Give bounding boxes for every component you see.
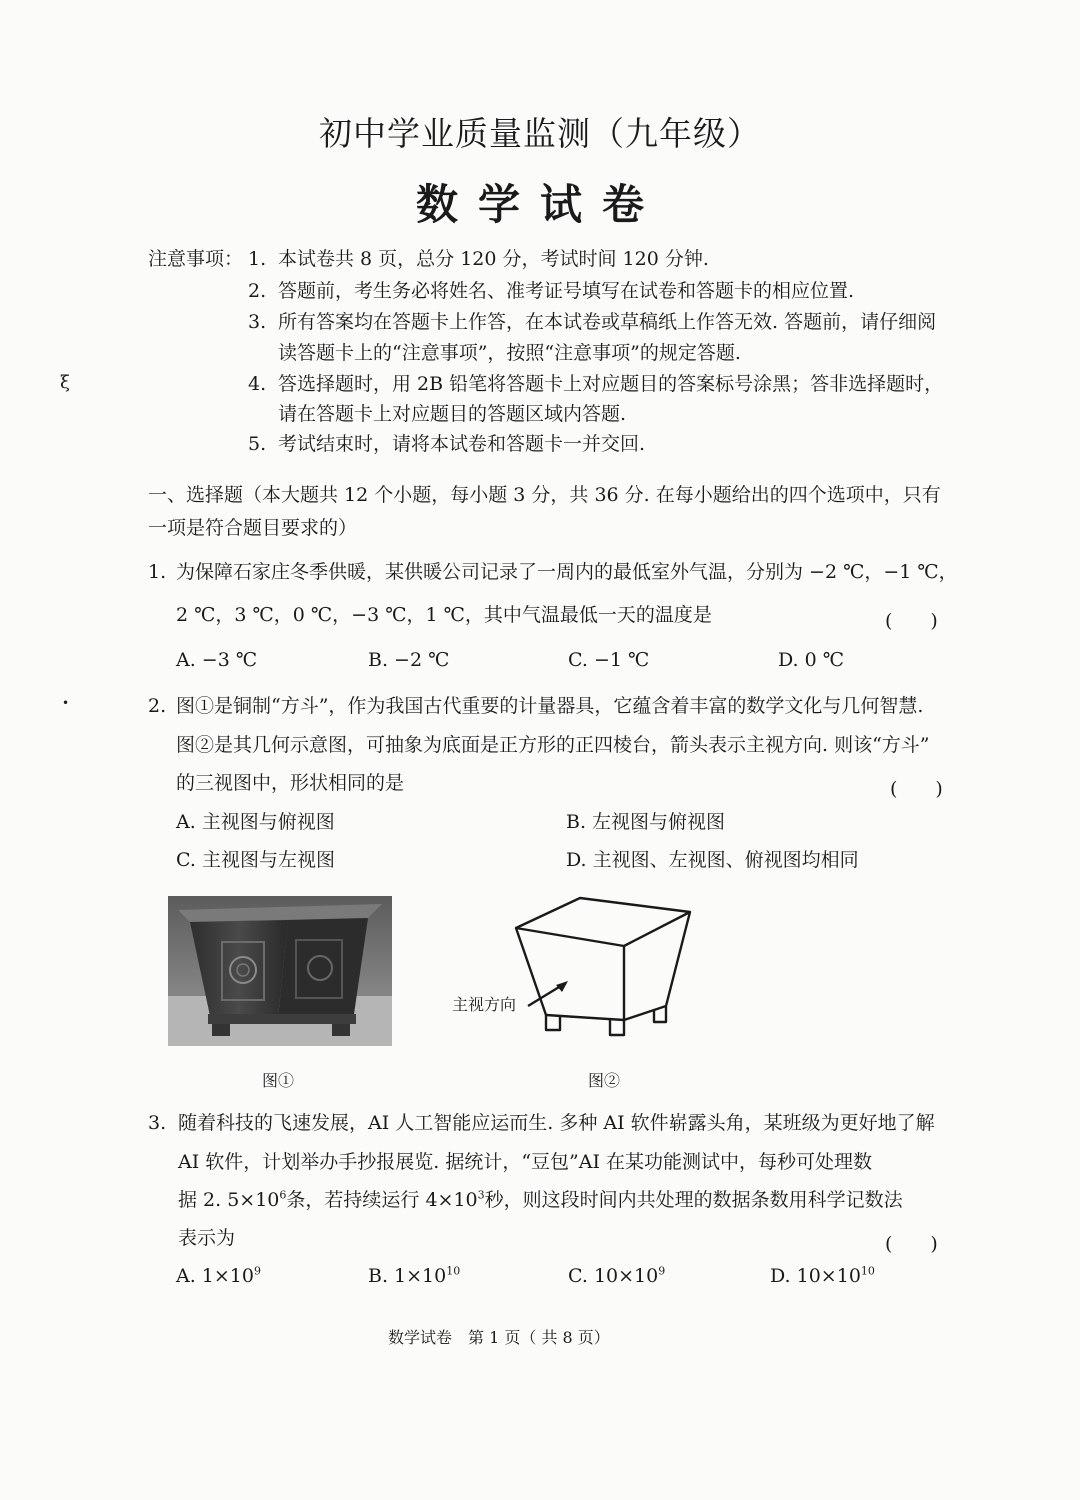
notice-num: 1. [248,248,267,270]
margin-mark: ξ [60,372,70,393]
notice-item-3-cont: 读答题卡上的“注意事项”，按照“注意事项”的规定答题. [278,342,741,364]
question-number: 3. [148,1112,167,1134]
option-d: D. $10\times 10^{10}$ [770,1264,875,1287]
notice-item-5: 考试结束时，请将本试卷和答题卡一并交回. [278,433,646,455]
answer-paren: ( ) [890,778,943,800]
figure-2-caption: 图② [588,1071,621,1090]
notice-label: 注意事项： [148,248,244,270]
option-d: D. 主视图、左视图、俯视图均相同 [566,849,859,871]
section-heading: 一、选择题（本大题共 12 个小题，每小题 3 分，共 36 分. 在每小题给出的四个选项中，只有 [148,484,941,506]
option-c: C. $10\times 10^9$ [568,1264,666,1287]
option-a: A. 主视图与俯视图 [176,811,335,833]
notice-item-3: 所有答案均在答题卡上作答，在本试卷或草稿纸上作答无效. 答题前，请仔细阅 [278,311,937,333]
question-stem-cont: 的三视图中，形状相同的是 [176,772,405,794]
option-a: A. −3 ℃ [176,649,258,671]
question-stem-cont: AI 软件，计划举办手抄报展览. 据统计，“豆包”AI 在某功能测试中，每秒可处理数 [178,1151,873,1173]
notice-item-4: 答选择题时，用 2B 铅笔将答题卡上对应题目的答案标号涂黑；答非选择题时， [278,373,944,395]
figure-2-diagram [440,890,700,1040]
question-stem-cont: 2 ℃，3 ℃，0 ℃，−3 ℃，1 ℃，其中气温最低一天的温度是 [176,604,712,626]
view-direction-label: 主视方向 [452,995,517,1014]
option-a: A. $1\times 10^9$ [176,1264,261,1287]
question-stem: 图①是铜制“方斗”，作为我国古代重要的计量器具，它蕴含着丰富的数学文化与几何智慧. [176,695,924,717]
option-c: C. −1 ℃ [568,649,650,671]
frustum-diagram [440,890,700,1040]
question-stem-cont: 图②是其几何示意图，可抽象为底面是正方形的正四棱台，箭头表示主视方向. 则该“方斗” [176,734,930,756]
question-number: 2. [148,695,167,717]
option-b: B. $1\times 10^{10}$ [368,1264,461,1287]
notice-num: 2. [248,280,267,302]
exam-header: 初中学业质量监测（九年级） [319,114,761,153]
notice-num: 5. [248,433,267,455]
notice-item-4-cont: 请在答题卡上对应题目的答题区域内答题. [278,403,627,425]
option-d: D. 0 ℃ [778,649,845,671]
answer-paren: ( ) [885,1233,938,1255]
notice-num: 3. [248,311,267,333]
question-number: 1. [148,561,167,583]
option-c: C. 主视图与左视图 [176,849,335,871]
exam-title: 数学试卷 [415,180,664,229]
margin-mark: • [62,696,70,710]
question-stem: 为保障石家庄冬季供暖，某供暖公司记录了一周内的最低室外气温，分别为 −2 ℃，−1 ℃， [176,561,958,583]
section-heading-cont: 一项是符合题目要求的） [148,517,358,539]
notice-num: 4. [248,373,267,395]
notice-item-2: 答题前，考生务必将姓名、准考证号填写在试卷和答题卡的相应位置. [278,280,855,302]
question-stem-cont: 表示为 [178,1227,236,1249]
option-b: B. −2 ℃ [368,649,450,671]
figure-1-photo [168,896,392,1046]
answer-paren: ( ) [885,610,938,632]
option-b: B. 左视图与俯视图 [566,811,726,833]
page-footer: 数学试卷 第 1 页（ 共 8 页） [388,1328,610,1347]
notice-item-1: 本试卷共 8 页，总分 120 分，考试时间 120 分钟. [278,248,709,270]
question-stem-cont: 据 2. $5\times 10^6$条，若持续运行 $4\times 10^3$秒，则这段时间内共处理的数据条数用科学记数法 [178,1188,903,1211]
bronze-dou-photo [168,896,392,1046]
figure-1-caption: 图① [262,1071,295,1090]
question-stem: 随着科技的飞速发展，AI 人工智能应运而生. 多种 AI 软件崭露头角，某班级为更好地了解 [178,1112,935,1134]
